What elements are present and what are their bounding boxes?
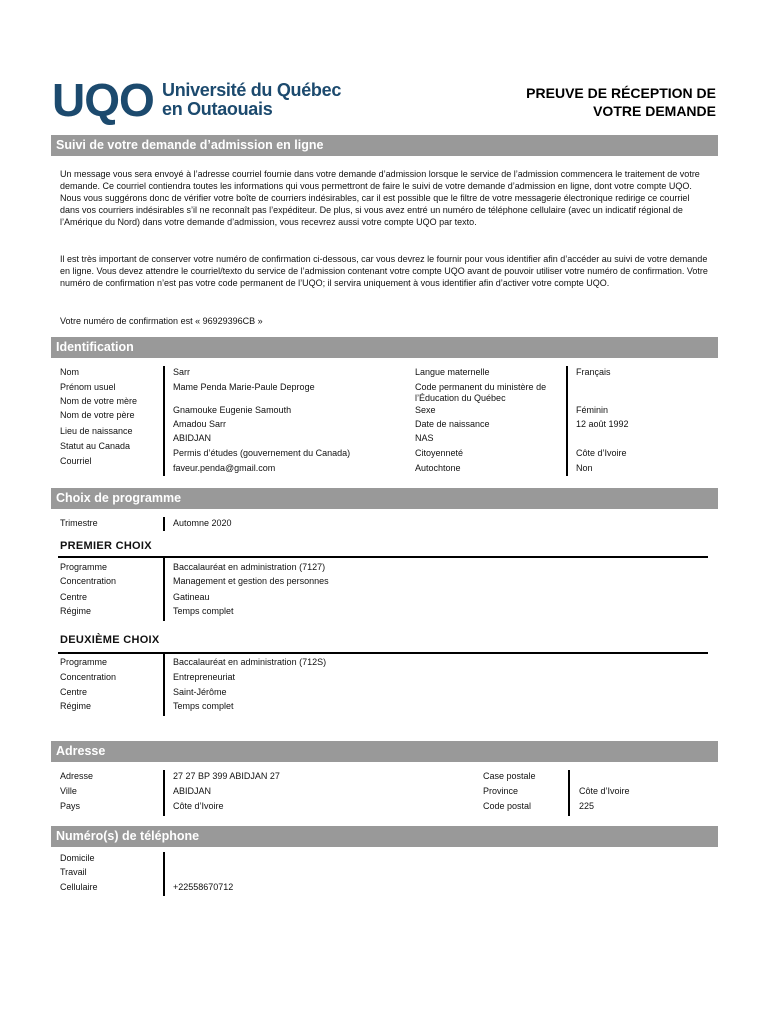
university-name [162, 81, 382, 119]
value-regime-2: Temps complet [173, 701, 234, 711]
adresse-divider-right [568, 770, 570, 816]
premier-choix-divider [163, 558, 165, 621]
premier-choix-title: PREMIER CHOIX [60, 540, 152, 552]
label-code-permanent: Code permanent du ministère de [415, 382, 547, 392]
label-travail: Travail [60, 867, 87, 877]
section-identification-header: Identification [51, 337, 718, 358]
value-ville: ABIDJAN [173, 786, 212, 796]
label-courriel: Courriel [60, 456, 92, 466]
suivi-paragraph-2: Il est très important de conserver votre numéro de confirmation ci-dessous, car vous devrez le fournir pour vous identifier afin d’accéder au suivi de votre demande en ligne. Vous devez attendre le courriel/texto du service de l’admission contenant votre compte UQO avant de pouvoir utiliser votre numéro de confirmation. Votre numéro de confirmation n’est pas votre code permanent de l’UQO; il servira uniquement à vous identifier afin d’activer votre compte UQO. [60, 254, 708, 288]
label-code-postal: Code postal [483, 801, 532, 811]
identification-divider-left [163, 366, 165, 476]
value-langue-maternelle: Français [576, 367, 611, 377]
label-concentration-1: Concentration [60, 576, 117, 586]
label-citoyennete: Citoyenneté [415, 448, 464, 458]
label-nom-pere: Nom de votre père [60, 410, 135, 420]
deuxieme-choix-rule [58, 652, 708, 654]
label-autochtone: Autochtone [415, 463, 461, 473]
value-courriel: faveur.penda@gmail.com [173, 463, 276, 473]
label-code-permanent-2: l’Éducation du Québec [415, 393, 506, 403]
trimestre-divider [163, 517, 165, 531]
value-programme-2: Baccalauréat en administration (712S) [173, 657, 327, 667]
label-programme-1: Programme [60, 562, 108, 572]
value-prenom: Mame Penda Marie-Paule Deproge [173, 382, 315, 392]
premier-choix-rule [58, 556, 708, 558]
value-statut-canada: Permis d’études (gouvernement du Canada) [173, 448, 351, 458]
adresse-divider-left [163, 770, 165, 816]
value-code-postal: 225 [579, 801, 595, 811]
label-case-postale: Case postale [483, 771, 536, 781]
label-adresse: Adresse [60, 771, 94, 781]
value-sexe: Féminin [576, 405, 609, 415]
section-suivi-header: Suivi de votre demande d’admission en ligne [51, 135, 718, 156]
value-province: Côte d’Ivoire [579, 786, 630, 796]
label-nom-mere: Nom de votre mère [60, 396, 138, 406]
label-concentration-2: Concentration [60, 672, 117, 682]
value-lieu-naissance: ABIDJAN [173, 433, 212, 443]
label-centre-1: Centre [60, 592, 88, 602]
label-centre-2: Centre [60, 687, 88, 697]
label-ville: Ville [60, 786, 77, 796]
suivi-paragraph-1: Un message vous sera envoyé à l’adresse courriel fournie dans votre demande d’admission lorsque le service de l’admission commencera le traitement de votre demande. Ce courriel contiendra toutes les informations qui vous permettront de faire le suivi de votre demande d’admission en ligne, dont votre compte UQO. Nous vous suggérons donc de vérifier votre boîte de courriers indésirables, car il est possible que le filtre de votre messagerie électronique redirige ce courriel dans vos courriers indésirables s’il ne reconnaît pas l’expéditeur. De plus, si vous avez entré un numéro de téléphone cellulaire (avec un indicatif régional de l’Amérique du Nord) dans votre demande d’admission, vous recevrez aussi votre compte UQO par texto. [60, 169, 700, 227]
section-adresse-header: Adresse [51, 741, 718, 762]
label-regime-1: Régime [60, 606, 92, 616]
label-regime-2: Régime [60, 701, 92, 711]
value-nom-pere: Amadou Sarr [173, 419, 227, 429]
label-province: Province [483, 786, 519, 796]
value-regime-1: Temps complet [173, 606, 234, 616]
value-concentration-1: Management et gestion des personnes [173, 576, 329, 586]
document-title-line1: PREUVE DE RÉCEPTION DE [526, 85, 716, 101]
label-langue-maternelle: Langue maternelle [415, 367, 490, 377]
label-date-naissance: Date de naissance [415, 419, 490, 429]
label-nom: Nom [60, 367, 80, 377]
value-pays: Côte d’Ivoire [173, 801, 224, 811]
section-programme-header: Choix de programme [51, 488, 718, 509]
university-name-line1: Université du Québec [162, 80, 342, 100]
label-cellulaire: Cellulaire [60, 882, 98, 892]
value-autochtone: Non [576, 463, 593, 473]
label-domicile: Domicile [60, 853, 95, 863]
identification-divider-right [566, 366, 568, 476]
value-concentration-2: Entrepreneuriat [173, 672, 236, 682]
telephone-divider [163, 852, 165, 896]
deuxieme-choix-title: DEUXIÈME CHOIX [60, 634, 160, 646]
value-programme-1: Baccalauréat en administration (7127) [173, 562, 326, 572]
label-lieu-naissance: Lieu de naissance [60, 426, 133, 436]
value-centre-2: Saint-Jérôme [173, 687, 227, 697]
label-trimestre: Trimestre [60, 518, 98, 528]
label-statut-canada: Statut au Canada [60, 441, 131, 451]
university-name-line2: en Outaouais [162, 99, 273, 119]
value-cellulaire: +22558670712 [173, 882, 234, 892]
deuxieme-choix-divider [163, 654, 165, 716]
confirmation-number: Votre numéro de confirmation est « 96929396CB » [60, 316, 263, 326]
label-pays: Pays [60, 801, 81, 811]
value-date-naissance: 12 août 1992 [576, 419, 629, 429]
section-telephone-header: Numéro(s) de téléphone [51, 826, 718, 847]
label-programme-2: Programme [60, 657, 108, 667]
document-title-line2: VOTRE DEMANDE [593, 103, 716, 119]
value-centre-1: Gatineau [173, 592, 210, 602]
uqo-logo-mark: UQO [52, 74, 154, 126]
value-citoyennete: Côte d’Ivoire [576, 448, 627, 458]
value-trimestre: Automne 2020 [173, 518, 232, 528]
value-nom: Sarr [173, 367, 191, 377]
label-nas: NAS [415, 433, 434, 443]
value-adresse: 27 27 BP 399 ABIDJAN 27 [173, 771, 280, 781]
document-title [526, 84, 716, 120]
label-sexe: Sexe [415, 405, 436, 415]
label-prenom: Prénom usuel [60, 382, 116, 392]
value-nom-mere: Gnamouke Eugenie Samouth [173, 405, 292, 415]
